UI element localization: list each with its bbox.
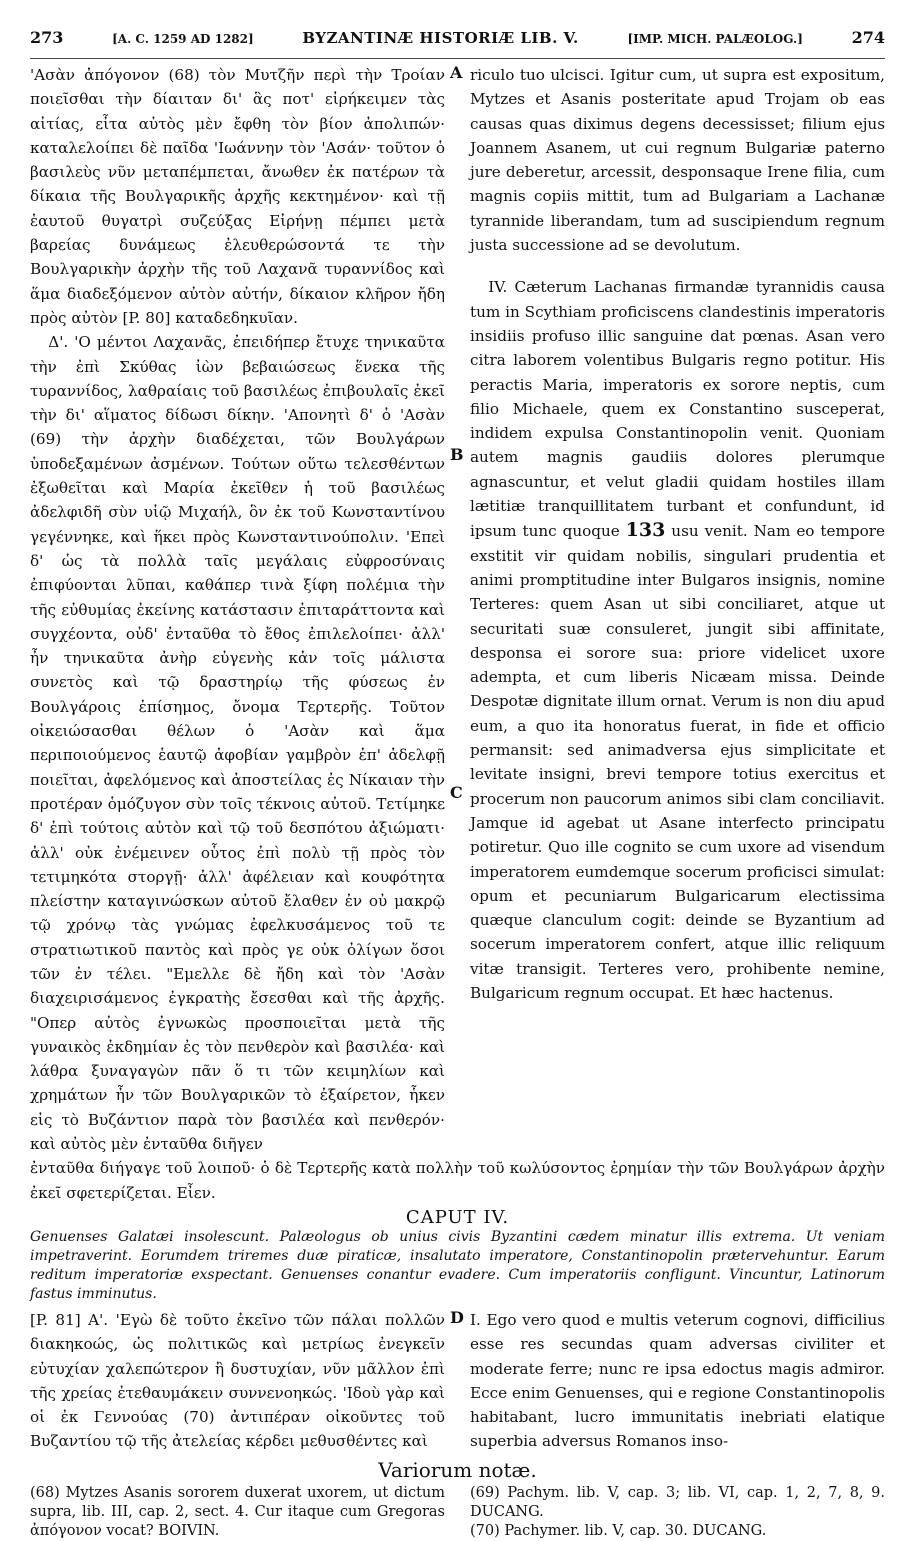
latin-paragraph-2 bbox=[470, 275, 885, 1005]
page-number-right: 274 bbox=[851, 28, 885, 47]
footnote-68: (68) Mytzes Asanis sororem duxerat uxorem, ut dictum supra, lib. III, cap. 2, sect. 4. Cur itaque cum Gregoras ἀπόγονον vocat? BOIVIN. bbox=[30, 1484, 445, 1539]
chapter-heading: CAPUT IV. bbox=[405, 1206, 510, 1228]
latin-paragraph-2b: usu venit. Nam eo tempore exstitit vir quidam nobilis, singulari prudentia et animi promptitudine inter Bulgaros insignis, nomine Terteres: quem Asan ut sibi conciliaret, atque ut securitati suæ consuleret, jungit sibi affinitate, desponsa ei sorore sua: priore videlicet uxore adempta, et cum liberis Nicæam missa. Deinde Despotæ dignitate illum ornat. Verum is non diu apud eum, a quo ita honoratus fuerat, in fide et officio permansit: sed animadversa ejus simplicitate et levitate insigni, brevi tempore totius exercitus et procerum non paucorum animos sibi clam conciliavit. Jamque id agebat ut Asane interfecto principatu potiretur. Quo ille cognito se cum uxore ad visendum imperatorem eumdemque socerum proficisci simulat: opum et pecuniarum Bulgaricarum electissima quæque clanculum cogit: deinde se Byzantium ad socerum imperatorem confert, atque illic reliquum vitæ transigit. Terteres vero, prohibente nemine, Bulgaricum regnum occupat. Et hæc hactenus. bbox=[470, 522, 885, 1002]
chapter-text bbox=[30, 1308, 885, 1454]
footnote-69: (69) Pachym. lib. V, cap. 3; lib. VI, cap. 1, 2, 7, 8, 9. DUCANG. bbox=[470, 1484, 885, 1520]
margin-marker-d: D bbox=[450, 1307, 464, 1327]
latin-chapter-paragraph: I. Ego vero quod e multis veterum cognovi, difficilius esse res secundas quam adversas civiliter et moderate ferre; nunc re ipsa edoctus magis admiror. Ecce enim Genuenses, qui e regione Constantinopolis habitabant, lucro immunitatis inebriati elatique superbia adversus Romanos inso- bbox=[470, 1310, 885, 1451]
date-range: [A. C. 1259 AD 1282] bbox=[112, 32, 254, 46]
two-column-text bbox=[30, 63, 885, 1156]
greek-paragraph-1: 'Ασὰν ἀπόγονον (68) τὸν Μυτζῆν περὶ τὴν Τροίαν ποιεῖσθαι τὴν δίαιταν δι' ἃς ποτ' εἰρήκειμεν τὰς αἰτίας, εἶτα αὐτὸς μὲν ἔφθη τὸν βίον ἀπολιπών· καταλελοίπει δὲ παῖδα 'Ιωάννην τὸν 'Ασάν· τοῦτον ὁ βασιλεὺς νῦν μεταπέμπεται, ἄνωθεν ἐκ πατέρων τὰ δίκαια τῆς Βουλγαρικῆς ἀρχῆς κεκτημένον· καὶ τῇ ἑαυτοῦ θυγατρὶ συζεύξας Εἰρήνῃ πέμπει μετὰ βαρείας δυνάμεως ἐλευθερώσοντά τε τὴν Βουλγαρικὴν ἀρχὴν τῆς τοῦ Λαχανᾶ τυραννίδος καὶ ἅμα διαδεξόμενον αὐτὸν αὐτήν, δίκαιον κλῆρον ἤδη πρὸς αὐτὸν [P. 80] καταδεδηκυῖαν. bbox=[30, 66, 445, 327]
notes-left bbox=[30, 1484, 445, 1541]
notes-heading: Variorum notæ. bbox=[378, 1457, 537, 1482]
margin-marker-c: C bbox=[450, 783, 463, 802]
margin-marker-b: B bbox=[450, 445, 464, 464]
book-title: BYZANTINÆ HISTORIÆ LIB. V. bbox=[302, 29, 579, 47]
running-header bbox=[30, 28, 885, 59]
notes-right bbox=[470, 1484, 885, 1541]
latin-column bbox=[470, 63, 885, 1156]
page-number-left: 273 bbox=[30, 28, 64, 47]
footnotes bbox=[30, 1484, 885, 1541]
greek-full-line: ἐνταῦθα διήγαγε τοῦ λοιποῦ· ὁ δὲ Τερτερῆς κατὰ πολλὴν τοῦ κωλύσοντος ἐρημίαν τὴν τῶν Βουλγάρων ἀρχὴν ἐκεῖ σφετερίζεται. Εἶεν. bbox=[30, 1159, 885, 1202]
latin-paragraph-1: riculo tuo ulcisci. Igitur cum, ut supra est expositum, Mytzes et Asanis posteritate apud Trojam ob eas causas quas diximus degens decessisset; filium ejus Joannem Asanem, ut cui regnum Bulgariæ paterno jure deberetur, arcessit, desponsaque Irene filia, cum magnis copiis mittit, tum ad Bulgariam a Lachanæ tyrannide liberandam, tum ad suscipiendum regnum justa successione ad se devolutum. bbox=[470, 66, 885, 255]
greek-column-2 bbox=[30, 1308, 445, 1454]
chapter-summary: Genuenses Galatæi insolescunt. Palæologus ob unius civis Byzantini cædem minatur illis extrema. Ut veniam impetraverint. Eorumdem triremes duæ piraticæ, insalutato imperatore, Constantinopolin prætervehuntur. Earum reditum imperatoriæ exspectant. Genuenses conantur evadere. Cum imperatoriis confligunt. Vincuntur, Latinorum fastus imminutus. bbox=[30, 1228, 885, 1302]
page-reference-number: 133 bbox=[625, 519, 666, 542]
footnote-70: (70) Pachymer. lib. V, cap. 30. DUCANG. bbox=[470, 1522, 767, 1539]
book-page bbox=[30, 28, 885, 1541]
greek-paragraph-2: Δ'. 'Ο μέντοι Λαχανᾶς, ἐπειδήπερ ἔτυχε τηνικαῦτα τὴν ἐπὶ Σκύθας ἰὼν βεβαιώσεως ἕνεκα τῆς τυραννίδος, λαθραίαις τοῦ βασιλέως ἐπιβουλαῖς ἐκεῖ τὴν δι' αἵματος δίδωσι δίκην. 'Απονητὶ δ' ὁ 'Ασὰν (69) τὴν ἀρχὴν διαδέχεται, τῶν Βουλγάρων ὑποδεξαμένων ἀσμένων. Τούτων οὕτω τελεσθέντων ἐξωθεῖται καὶ Μαρία ἐκεῖθεν ἡ τοῦ βασιλέως ἀδελφιδῆ σὺν υἱῷ Μιχαήλ, ὃν ἐκ τοῦ Κωνσταντίνου γεγέννηκε, καὶ ἥκει πρὸς Κωνσταντινούπολιν. 'Επεὶ δ' ὡς τὰ πολλὰ ταῖς μεγάλαις εὐφροσύναις ἐπιφύονται λῦπαι, καθάπερ τινὰ ξίφη πολέμια τὴν τῆς εὐθυμίας ἐκείνης κατάστασιν ἐπιταράττοντα καὶ συγχέοντα, οὐδ' ἐνταῦθα τὸ ἔθος ἐπιλελοίπει· ἀλλ' ἦν τηνικαῦτα ἀνὴρ εὐγενὴς κἀν τοῖς μάλιστα συνετὸς καὶ τῷ δραστηρίῳ τῆς φύσεως ἐν Βουλγάροις ἐπίσημος, ὄνομα Τερτερῆς. Τοῦτον οἰκειώσασθαι θέλων ὁ 'Ασὰν καὶ ἅμα περιποιούμενος ἑαυτῷ ἀφοβίαν γαμβρὸν ἐπ' ἀδελφῇ ποιεῖται, ἀφελόμενος καὶ ἀποστείλας ἐς Νίκαιαν τὴν προτέραν ὁμόζυγον σὺν τοῖς τέκνοις αὐτοῦ. Τετίμηκε δ' ἐπὶ τούτοις αὐτὸν καὶ τῷ τοῦ δεσπότου ἀξιώματι· ἀλλ' οὐκ ἐνέμεινεν οὗτος ἐπὶ πολὺ τῇ πρὸς τὸν τετιμηκότα στοργῇ· ἀλλ' ἀφέλειαν καὶ κουφότητα πλείστην καταγινώσκων αὐτοῦ ἔλαθεν ἐν οὐ μακρῷ τῷ χρόνῳ τὰς γνώμας ἐφελκυσάμενος τοῦ τε στρατιωτικοῦ παντὸς καὶ πρὸς γε οὐκ ὀλίγων ὅσοι τῶν ἐν τέλει. "Εμελλε δὲ ἤδη καὶ τὸν 'Ασὰν διαχειρισάμενος ἐγκρατὴς ἔσεσθαι καὶ τῆς ἀρχῆς. "Οπερ αὐτὸς ἐγνωκὼς προσποιεῖται μετὰ τῆς γυναικὸς ἐκδημίαν ἐς τὸν πενθερὸν καὶ βασιλέα· καὶ λάθρα ξυναγαγὼν πᾶν ὅ τι τῶν κειμηλίων καὶ χρημάτων ἦν τῶν Βουλγαρικῶν τὸ ἐξαίρετον, ἧκεν εἰς τὸ Βυζάντιον παρὰ τὸν βασιλέα καὶ πενθερόν· καὶ αὐτὸς μὲν ἐνταῦθα διῆγεν bbox=[30, 333, 445, 1154]
greek-column bbox=[30, 63, 445, 1156]
greek-chapter-paragraph: [P. 81] Α'. 'Εγὼ δὲ τοῦτο ἐκεῖνο τῶν πάλαι πολλῶν διακηκοώς, ὡς πολιτικῶς καὶ μετρίως ἐνεγκεῖν εὐτυχίαν χαλεπώτερον ἢ δυστυχίαν, νῦν μᾶλλον ἐπὶ τῆς χρείας ἐτεθαυμάκειν συννενοηκώς. 'Ιδοὺ γὰρ καὶ οἱ ἐκ Γεννούας (70) ἀντιπέραν οἰκοῦντες τοῦ Βυζαντίου τῷ τῆς ἀτελείας κέρδει μεθυσθέντες καὶ bbox=[30, 1310, 445, 1451]
emperor-label: [IMP. MICH. PALÆOLOG.] bbox=[627, 32, 803, 46]
latin-column-2 bbox=[470, 1308, 885, 1454]
latin-paragraph-2a: IV. Cæterum Lachanas firmandæ tyrannidis causa tum in Scythiam proficiscens clandestinis imperatoris insidiis profuso illic sanguine dat pœnas. Asan vero citra laborem volentibus Bulgaris regno potitur. His peractis Maria, imperatoris ex sorore neptis, cum filio Michaele, quem ex Constantino susceperat, indidem expulsa Constantinopolin venit. Quoniam autem magnis gaudiis dolores plerumque agnascuntur, et velut gladii quidam hostiles illam lætitiæ tranquillitatem turbant et confundunt, id ipsum tunc quoque bbox=[470, 278, 885, 541]
margin-marker-a: A bbox=[450, 63, 463, 82]
